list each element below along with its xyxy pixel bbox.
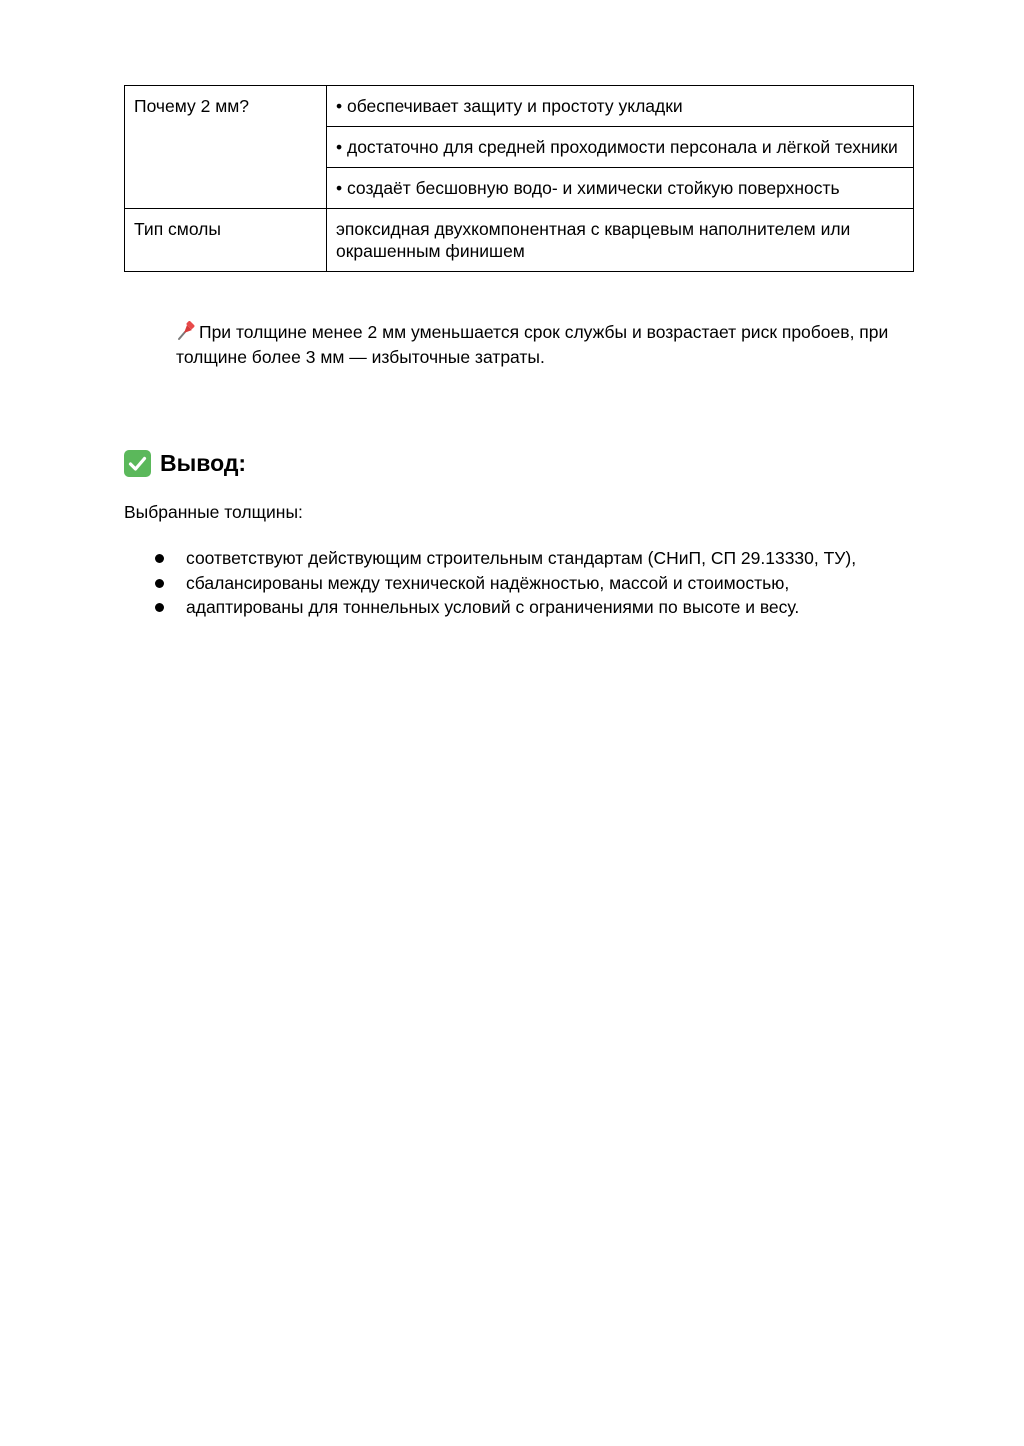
note-paragraph xyxy=(176,320,896,370)
bullet-dot xyxy=(155,579,164,588)
conclusion-heading xyxy=(124,448,246,478)
table-row xyxy=(125,209,914,272)
pushpin-icon xyxy=(176,321,196,341)
table-cell-value: • достаточно для средней проходимости персонала и лёгкой техники xyxy=(327,127,914,168)
list-item-text: адаптированы для тоннельных условий с ограничениями по высоте и весу. xyxy=(186,597,800,617)
note-text: При толщине менее 2 мм уменьшается срок службы и возрастает риск пробоев, при толщине более 3 мм — избыточные затраты. xyxy=(176,322,889,367)
list-item-text: сбалансированы между технической надёжностью, массой и стоимостью, xyxy=(186,572,790,593)
list-item xyxy=(124,571,924,596)
table-cell-value: • обеспечивает защиту и простоту укладки xyxy=(327,86,914,127)
table-cell-value: эпоксидная двухкомпонентная с кварцевым наполнителем или окрашенным финишем xyxy=(327,209,914,272)
conclusion-title: Вывод: xyxy=(160,450,247,476)
bullet-dot xyxy=(155,554,164,563)
conclusion-intro: Выбранные толщины: xyxy=(124,502,303,522)
bullet-dot xyxy=(155,603,164,612)
list-item-text: соответствуют действующим строительным стандартам (СНиП, СП 29.13330, ТУ), xyxy=(186,548,857,568)
list-item xyxy=(124,595,924,620)
table-cell-label: Почему 2 мм? xyxy=(125,86,327,209)
table-cell-label: Тип смолы xyxy=(125,209,327,272)
table-cell-value: • создаёт бесшовную водо- и химически стойкую поверхность xyxy=(327,168,914,209)
table-row xyxy=(125,86,914,127)
check-mark-icon xyxy=(124,450,151,477)
list-item xyxy=(124,546,924,571)
conclusion-list xyxy=(124,546,924,620)
specification-table xyxy=(124,85,914,272)
